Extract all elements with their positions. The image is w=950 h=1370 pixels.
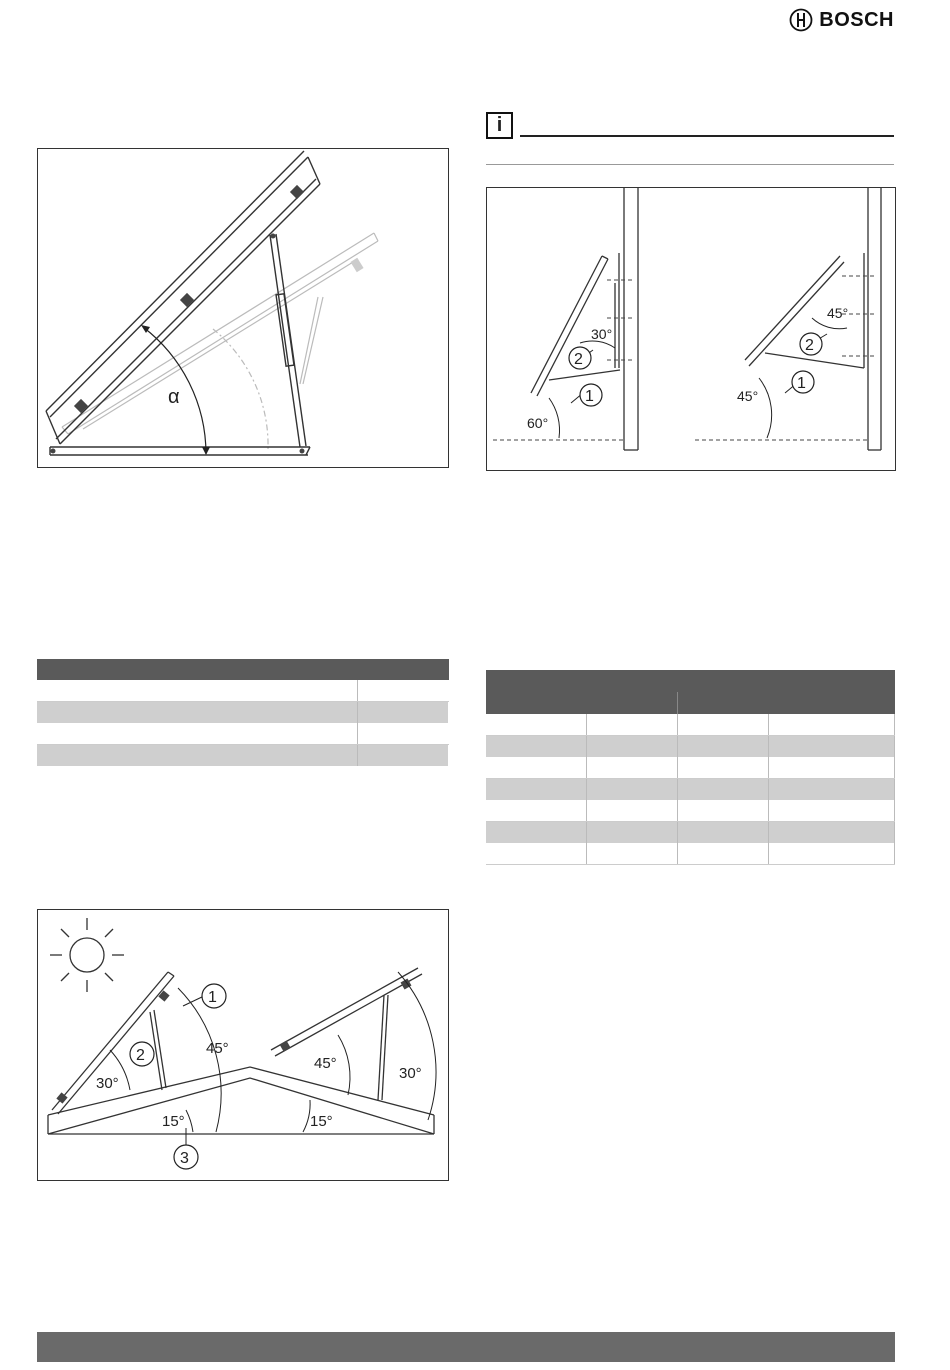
table-row	[486, 800, 895, 822]
table-row	[37, 745, 449, 767]
table-row	[37, 680, 449, 702]
angle-alpha-label: α	[168, 386, 180, 408]
callout-2-right-wall: 2	[805, 337, 814, 354]
footer-bar	[37, 1332, 895, 1362]
sun-icon	[50, 918, 124, 992]
figure-angle-adjustment	[37, 148, 449, 468]
table-left	[37, 659, 449, 766]
callout-2-roof: 2	[136, 1047, 145, 1064]
info-icon: i	[486, 112, 513, 139]
angle-15-label-left-roof: 15°	[162, 1113, 185, 1130]
table-row	[486, 822, 895, 844]
brand-logo	[789, 8, 894, 32]
callout-1-roof: 1	[208, 989, 217, 1006]
angle-60-label-left-wall: 60°	[527, 415, 549, 431]
info-separator	[486, 164, 894, 165]
table-row	[486, 779, 895, 801]
angle-45-label-right-roof: 45°	[314, 1055, 337, 1072]
bosch-armature-icon	[789, 8, 813, 32]
brand-name: BOSCH	[819, 8, 894, 31]
table-row	[486, 843, 895, 865]
angle-30-label-left-roof: 30°	[96, 1075, 119, 1092]
angle-45-bottom-label-right-wall: 45°	[737, 388, 759, 404]
info-rule	[520, 135, 894, 137]
angle-30-label-right-roof: 30°	[399, 1065, 422, 1082]
callout-1-right-wall: 1	[797, 375, 806, 392]
table-row	[486, 714, 895, 736]
figure-roof-mounting	[37, 909, 449, 1181]
table-row	[37, 723, 449, 745]
table-left-header	[37, 659, 449, 680]
callout-2-left-wall: 2	[574, 351, 583, 368]
angle-15-label-right-roof: 15°	[310, 1113, 333, 1130]
callout-3-roof: 3	[180, 1150, 189, 1167]
angle-30-label-left-wall: 30°	[591, 326, 613, 342]
callout-1-left-wall: 1	[585, 388, 594, 405]
angle-45-label-left-roof: 45°	[206, 1040, 229, 1057]
table-right	[486, 670, 895, 865]
figure-wall-mounting	[486, 187, 896, 471]
table-row	[486, 736, 895, 758]
angle-45-top-label-right-wall: 45°	[827, 305, 849, 321]
table-row	[37, 702, 449, 724]
table-row	[486, 757, 895, 779]
table-right-header	[486, 670, 895, 692]
